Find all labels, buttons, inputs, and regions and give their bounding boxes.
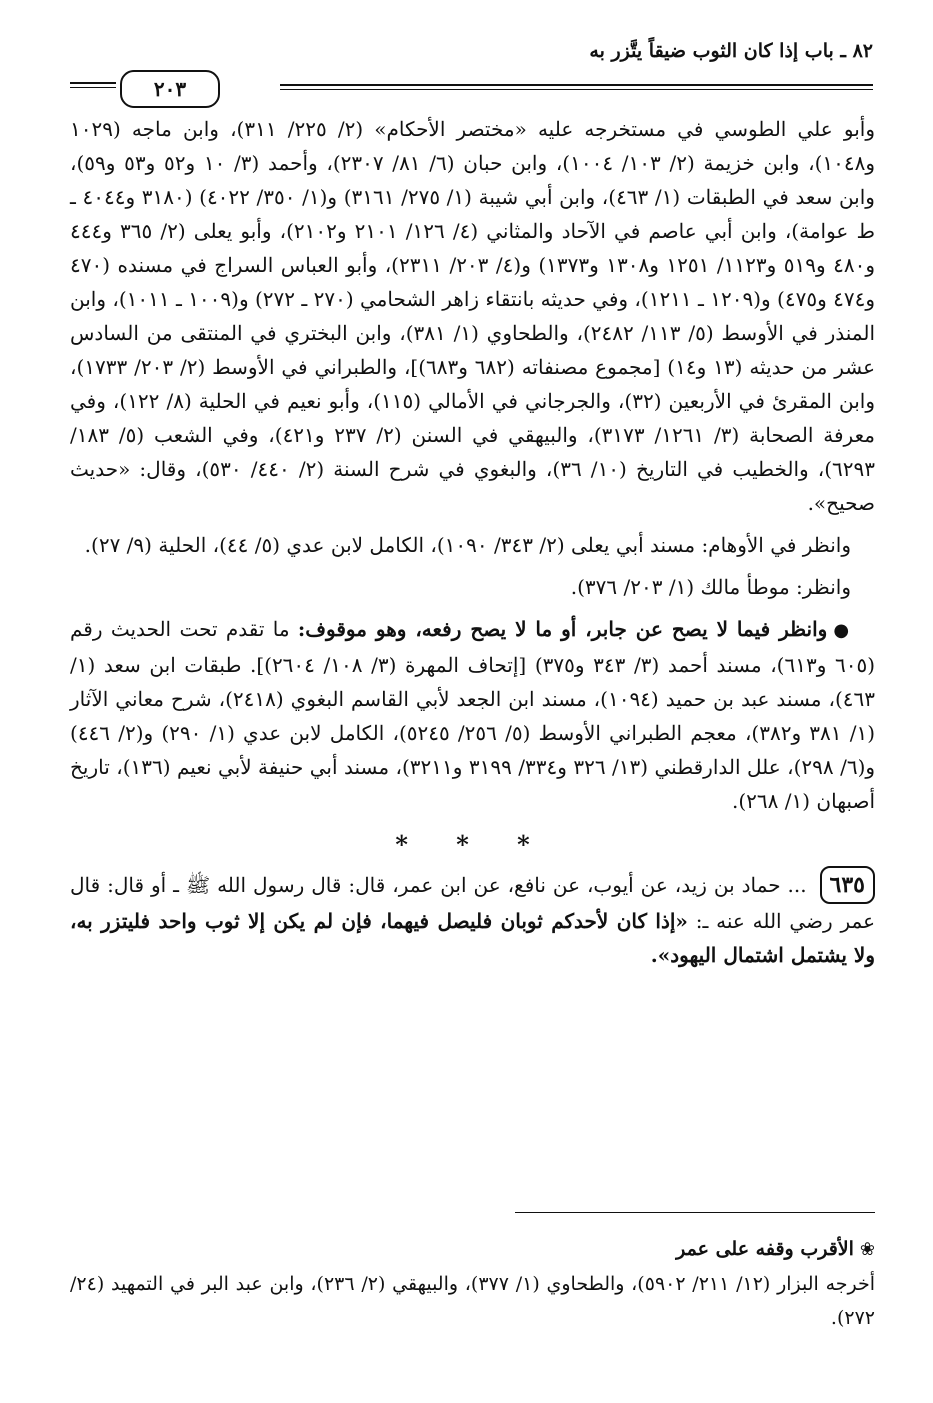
header-rule-left — [70, 82, 116, 88]
footnote-separator — [515, 1212, 875, 1213]
hadith-number: ٦٣٥ — [820, 866, 875, 904]
page-header — [70, 30, 873, 100]
page-number: ٢٠٣ — [120, 70, 220, 108]
wuquf-text: ما تقدم تحت الحديث رقم (٦٠٥ و٦١٣)، مسند أحمد (٣/ ٣٤٣ و٣٧٥) [إتحاف المهرة (٣/ ١٠٨/ ٢٦٠٤)]. طبقات ابن سعد (١/ ٤٦٣)، مسند عبد بن حميد (١٠٩٤)، مسند ابن الجعد لأبي القاسم البغوي (٢٤١٨)، شرح معاني الآثار (١/ ٣٨١ و٣٨٢)، معجم الطبراني الأوسط (٥/ ٢٥٦/ ٥٢٤٥)، الكامل لابن عدي (١/ ٢٩٠) و(٢/ ٤٤٦) و(٦/ ٢٩٨)، علل الدارقطني (١٣/ ٣٢٦ و٣٣٤/ ٣١٩٩ و٣٢١١)، مسند أبي حنيفة لأبي نعيم (١٣٦)، تاريخ أصبهان (١/ ٢٦٨). — [70, 617, 876, 813]
hadith-matn: «إذا كان لأحدكم ثوبان فليصل فيهما، فإن لم يكن إلا ثوب واحد فليتزر به، ولا يشتمل اشتمال اليهود». — [70, 909, 875, 967]
hadith-paragraph — [70, 866, 875, 972]
wuquf-heading: وانظر فيما لا يصح عن جابر، أو ما لا يصح رفعه، وهو موقوف: — [297, 617, 828, 641]
footnote-heading: الأقرب وقفه على عمر — [676, 1238, 854, 1260]
footnotes — [70, 1232, 875, 1335]
chapter-title: ٨٢ ـ باب إذا كان الثوب ضيقاً يتَّزر به — [589, 40, 873, 62]
bullet-icon: ● — [833, 620, 851, 641]
footnote-text: أخرجه البزار (١٢/ ٢١١/ ٥٩٠٢)، والطحاوي (١/ ٣٧٧)، والبيهقي (٢/ ٢٣٦)، وابن عبد البر في التمهيد (٢٤/ ٢٧٢). — [70, 1273, 876, 1329]
main-text — [70, 112, 875, 980]
hadith-intro: ... حماد بن زيد، عن أيوب، عن نافع، عن ابن عمر، قال: قال رسول الله ﷺ ـ أو قال: قال عمر رضي الله عنه ـ: — [70, 873, 876, 933]
header-rule — [280, 84, 873, 90]
paragraph-wuquf — [70, 612, 875, 818]
paragraph-muwatta: وانظر: موطأ مالك (١/ ٢٠٣/ ٣٧٦). — [570, 575, 851, 599]
section-divider-stars: * * * — [395, 830, 550, 859]
paragraph-takhrij: وأبو علي الطوسي في مستخرجه عليه «مختصر الأحكام» (٢/ ٢٢٥/ ٣١١)، وابن ماجه (١٠٢٩ و١٠٤٨)، وابن خزيمة (٢/ ١٠٣/ ١٠٠٤)، وابن حبان (٦/ ٨١/ ٢٣٠٧)، وأحمد (٣/ ١٠ و٥٢ و٥٣ و٥٩)، وابن سعد في الطبقات (١/ ٤٦٣)، وابن أبي شيبة (١/ ٢٧٥/ ٣١٦١) و(١/ ٣٥٠/ ٤٠٢٢) (٣١٨٠ و٤٠٤٤ ـ ط عوامة)، وابن أبي عاصم في الآحاد والمثاني (٤/ ١٢٦/ ٢١٠١ و٢١٠٢)، وأبو يعلى (٢/ ٣٦٥ و٤٤٤ و٤٨٠ و٥١٩ و١١٢٣/ ١٢٥١ و١٣٠٨ و١٣٧٣) و(٤/ ٢٠٣/ ٢٣١١)، وأبو العباس السراج في مسنده (٤٧٠ و٤٧٤ و٤٧٥) و(١٢٠٩ ـ ١٢١١)، وفي حديثه بانتقاء زاهر الشحامي (٢٧٠ ـ ٢٧٢) و(١٠٠٩ ـ ١٠١١)، وابن المنذر في الأوسط (٥/ ١١٣/ ٢٤٨٢)، والطحاوي (١/ ٣٨١)، وابن البختري في المنتقى من السادس عشر من حديثه (١٣ و١٤) [مجموع مصنفاته (٦٨٢ و٦٨٣)]، والطبراني في الأوسط (٢/ ٢٠٣/ ١٧٣٣)، وابن المقرئ في الأربعين (٣٢)، والجرجاني في الأمالي (١١٥)، وأبو نعيم في الحلية (٨/ ١٢٢)، وفي معرفة الصحابة (٣/ ١٢٦١/ ٣١٧٣)، والبيهقي في السنن (٢/ ٢٣٧ و٤٢١)، وفي الشعب (٥/ ١٨٣/ ٦٢٩٣)، والخطيب في التاريخ (١٠/ ٣٦)، والبغوي في شرح السنة (٢/ ٤٤٠/ ٥٣٠)، وقال: «حديث صحيح». — [70, 117, 876, 515]
leaf-icon: ❀ — [859, 1239, 875, 1260]
footnote-heading-line — [70, 1232, 875, 1267]
paragraph-awham: وانظر في الأوهام: مسند أبي يعلى (٢/ ٣٤٣/ ١٠٩٠)، الكامل لابن عدي (٥/ ٤٤)، الحلية (٩/ ٢٧). — [84, 533, 851, 557]
